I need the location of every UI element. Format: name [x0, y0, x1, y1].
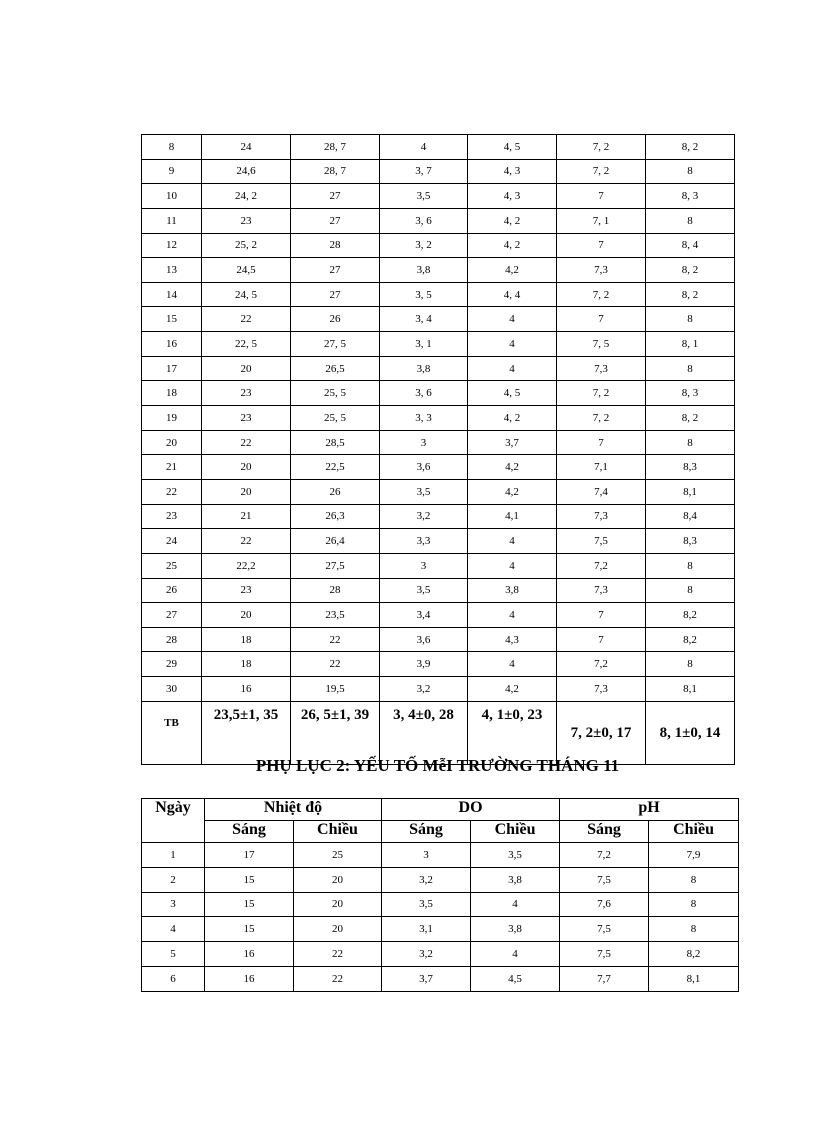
- value-cell: 4: [468, 356, 557, 381]
- value-cell: 4: [471, 942, 560, 967]
- average-label: TB: [142, 701, 202, 764]
- day-cell: 12: [142, 233, 202, 258]
- value-cell: 22: [291, 652, 380, 677]
- table-row: [142, 406, 735, 431]
- value-cell: 7,6: [560, 892, 649, 917]
- value-cell: 7,2: [557, 652, 646, 677]
- value-cell: 8, 2: [646, 282, 735, 307]
- value-cell: 22: [202, 529, 291, 554]
- value-cell: 7, 2: [557, 406, 646, 431]
- day-cell: 10: [142, 184, 202, 209]
- day-cell: 17: [142, 356, 202, 381]
- value-cell: 24, 2: [202, 184, 291, 209]
- value-cell: 4: [468, 307, 557, 332]
- table-row: [142, 233, 735, 258]
- header-do-afternoon: Chiều: [471, 821, 560, 843]
- table-row: [142, 307, 735, 332]
- value-cell: 7: [557, 233, 646, 258]
- average-value: 26, 5±1, 39: [291, 701, 380, 764]
- value-cell: 7,3: [557, 578, 646, 603]
- header-temp-afternoon: Chiều: [294, 821, 382, 843]
- value-cell: 8,3: [646, 529, 735, 554]
- value-cell: 7, 1: [557, 208, 646, 233]
- value-cell: 4,2: [468, 479, 557, 504]
- table-row: [142, 258, 735, 283]
- average-value: 3, 4±0, 28: [380, 701, 468, 764]
- average-value: 7, 2±0, 17: [557, 701, 646, 764]
- value-cell: 3,7: [382, 966, 471, 991]
- header-ph: pH: [560, 799, 739, 821]
- value-cell: 21: [202, 504, 291, 529]
- table-row: [142, 966, 739, 991]
- value-cell: 3,1: [382, 917, 471, 942]
- day-cell: 5: [142, 942, 205, 967]
- value-cell: 20: [202, 479, 291, 504]
- value-cell: 25, 5: [291, 381, 380, 406]
- value-cell: 4,2: [468, 258, 557, 283]
- header-ph-morning: Sáng: [560, 821, 649, 843]
- value-cell: 7, 5: [557, 332, 646, 357]
- value-cell: 20: [202, 603, 291, 628]
- table1-body: [142, 135, 735, 765]
- value-cell: 4, 2: [468, 233, 557, 258]
- value-cell: 4, 2: [468, 406, 557, 431]
- table2-header: [142, 799, 739, 843]
- header-do: DO: [382, 799, 560, 821]
- value-cell: 23: [202, 381, 291, 406]
- value-cell: 8: [646, 356, 735, 381]
- value-cell: 8, 3: [646, 381, 735, 406]
- table-row: [142, 455, 735, 480]
- value-cell: 20: [294, 892, 382, 917]
- table-row: [142, 529, 735, 554]
- value-cell: 24,5: [202, 258, 291, 283]
- value-cell: 18: [202, 627, 291, 652]
- value-cell: 8: [649, 892, 739, 917]
- value-cell: 25, 5: [291, 406, 380, 431]
- value-cell: 3,2: [380, 677, 468, 702]
- day-cell: 13: [142, 258, 202, 283]
- value-cell: 7: [557, 430, 646, 455]
- value-cell: 27, 5: [291, 332, 380, 357]
- value-cell: 4: [380, 135, 468, 160]
- value-cell: 16: [202, 677, 291, 702]
- value-cell: 20: [202, 455, 291, 480]
- value-cell: 20: [202, 356, 291, 381]
- table2-body: [142, 843, 739, 992]
- value-cell: 22,2: [202, 553, 291, 578]
- value-cell: 8,4: [646, 504, 735, 529]
- day-cell: 4: [142, 917, 205, 942]
- value-cell: 3: [380, 430, 468, 455]
- value-cell: 3,9: [380, 652, 468, 677]
- day-cell: 9: [142, 159, 202, 184]
- value-cell: 3, 2: [380, 233, 468, 258]
- day-cell: 28: [142, 627, 202, 652]
- value-cell: 7: [557, 603, 646, 628]
- table-row: [142, 627, 735, 652]
- appendix-2-title: PHỤ LỤC 2: YẾU TỐ MễI TRƯỜNG THÁNG 11: [255, 756, 620, 775]
- table-row: [142, 867, 739, 892]
- value-cell: 4: [468, 529, 557, 554]
- value-cell: 8, 2: [646, 135, 735, 160]
- value-cell: 4, 3: [468, 159, 557, 184]
- table-row: [142, 942, 739, 967]
- value-cell: 8, 2: [646, 406, 735, 431]
- table-row: [142, 603, 735, 628]
- value-cell: 8: [646, 652, 735, 677]
- table-row: [142, 208, 735, 233]
- table2-header-row-2: [142, 821, 739, 843]
- value-cell: 25: [294, 843, 382, 868]
- value-cell: 7, 2: [557, 381, 646, 406]
- day-cell: 2: [142, 867, 205, 892]
- day-cell: 16: [142, 332, 202, 357]
- value-cell: 8: [646, 208, 735, 233]
- header-temp-morning: Sáng: [205, 821, 294, 843]
- average-value: 23,5±1, 35: [202, 701, 291, 764]
- table-row: [142, 332, 735, 357]
- value-cell: 7,1: [557, 455, 646, 480]
- value-cell: 18: [202, 652, 291, 677]
- value-cell: 3, 5: [380, 282, 468, 307]
- value-cell: 8: [649, 917, 739, 942]
- value-cell: 22: [202, 307, 291, 332]
- value-cell: 17: [205, 843, 294, 868]
- value-cell: 4: [471, 892, 560, 917]
- table-row: [142, 578, 735, 603]
- value-cell: 15: [205, 867, 294, 892]
- day-cell: 24: [142, 529, 202, 554]
- value-cell: 3: [382, 843, 471, 868]
- value-cell: 28,5: [291, 430, 380, 455]
- header-ph-afternoon: Chiều: [649, 821, 739, 843]
- value-cell: 3,5: [382, 892, 471, 917]
- value-cell: 22: [202, 430, 291, 455]
- value-cell: 20: [294, 867, 382, 892]
- value-cell: 7,3: [557, 258, 646, 283]
- day-cell: 21: [142, 455, 202, 480]
- value-cell: 24, 5: [202, 282, 291, 307]
- day-cell: 6: [142, 966, 205, 991]
- value-cell: 26,3: [291, 504, 380, 529]
- value-cell: 19,5: [291, 677, 380, 702]
- value-cell: 8,2: [646, 627, 735, 652]
- value-cell: 3,6: [380, 455, 468, 480]
- value-cell: 3, 1: [380, 332, 468, 357]
- value-cell: 3, 6: [380, 208, 468, 233]
- value-cell: 27: [291, 282, 380, 307]
- value-cell: 3,6: [380, 627, 468, 652]
- value-cell: 8: [646, 307, 735, 332]
- value-cell: 15: [205, 917, 294, 942]
- value-cell: 23: [202, 406, 291, 431]
- day-cell: 14: [142, 282, 202, 307]
- value-cell: 4,5: [471, 966, 560, 991]
- value-cell: 8, 3: [646, 184, 735, 209]
- value-cell: 3, 3: [380, 406, 468, 431]
- value-cell: 3,5: [380, 578, 468, 603]
- value-cell: 26: [291, 479, 380, 504]
- value-cell: 4: [468, 652, 557, 677]
- value-cell: 7,5: [560, 867, 649, 892]
- value-cell: 23: [202, 208, 291, 233]
- table-row: [142, 184, 735, 209]
- value-cell: 4: [468, 603, 557, 628]
- value-cell: 16: [205, 942, 294, 967]
- value-cell: 3,8: [468, 578, 557, 603]
- table2-header-row-1: [142, 799, 739, 821]
- table-row: [142, 553, 735, 578]
- table-row: [142, 892, 739, 917]
- value-cell: 3,8: [471, 867, 560, 892]
- value-cell: 24,6: [202, 159, 291, 184]
- value-cell: 4,1: [468, 504, 557, 529]
- value-cell: 4, 3: [468, 184, 557, 209]
- value-cell: 27: [291, 208, 380, 233]
- value-cell: 28, 7: [291, 135, 380, 160]
- day-cell: 27: [142, 603, 202, 628]
- table-row: [142, 159, 735, 184]
- value-cell: 27,5: [291, 553, 380, 578]
- value-cell: 8: [646, 159, 735, 184]
- table-row: [142, 479, 735, 504]
- day-cell: 19: [142, 406, 202, 431]
- value-cell: 3,7: [468, 430, 557, 455]
- table-row: [142, 843, 739, 868]
- value-cell: 3,2: [380, 504, 468, 529]
- value-cell: 22: [294, 966, 382, 991]
- header-do-morning: Sáng: [382, 821, 471, 843]
- value-cell: 3,5: [471, 843, 560, 868]
- value-cell: 7,2: [560, 843, 649, 868]
- value-cell: 16: [205, 966, 294, 991]
- value-cell: 7: [557, 307, 646, 332]
- value-cell: 25, 2: [202, 233, 291, 258]
- day-cell: 25: [142, 553, 202, 578]
- value-cell: 4: [468, 553, 557, 578]
- value-cell: 28: [291, 233, 380, 258]
- value-cell: 7,5: [560, 942, 649, 967]
- day-cell: 20: [142, 430, 202, 455]
- value-cell: 3, 6: [380, 381, 468, 406]
- value-cell: 3,2: [382, 867, 471, 892]
- value-cell: 8,2: [649, 942, 739, 967]
- value-cell: 8, 2: [646, 258, 735, 283]
- day-cell: 15: [142, 307, 202, 332]
- table-row: [142, 356, 735, 381]
- value-cell: 3,5: [380, 184, 468, 209]
- value-cell: 28: [291, 578, 380, 603]
- value-cell: 8, 4: [646, 233, 735, 258]
- environment-table-november: [141, 798, 739, 992]
- value-cell: 22: [291, 627, 380, 652]
- value-cell: 28, 7: [291, 159, 380, 184]
- day-cell: 22: [142, 479, 202, 504]
- value-cell: 7,5: [560, 917, 649, 942]
- value-cell: 7,3: [557, 504, 646, 529]
- value-cell: 3, 4: [380, 307, 468, 332]
- table-row: [142, 677, 735, 702]
- value-cell: 22: [294, 942, 382, 967]
- day-cell: 11: [142, 208, 202, 233]
- value-cell: 8: [646, 430, 735, 455]
- day-cell: 1: [142, 843, 205, 868]
- header-temperature: Nhiệt độ: [205, 799, 382, 821]
- value-cell: 3,3: [380, 529, 468, 554]
- value-cell: 3,2: [382, 942, 471, 967]
- value-cell: 4: [468, 332, 557, 357]
- value-cell: 8,1: [646, 479, 735, 504]
- table-row: [142, 135, 735, 160]
- value-cell: 4,3: [468, 627, 557, 652]
- value-cell: 7,9: [649, 843, 739, 868]
- value-cell: 8: [646, 578, 735, 603]
- value-cell: 26,5: [291, 356, 380, 381]
- value-cell: 7,3: [557, 356, 646, 381]
- table-row: [142, 917, 739, 942]
- value-cell: 4, 4: [468, 282, 557, 307]
- value-cell: 3: [380, 553, 468, 578]
- table-row: [142, 282, 735, 307]
- average-value: 8, 1±0, 14: [646, 701, 735, 764]
- value-cell: 4, 5: [468, 135, 557, 160]
- value-cell: 8,1: [649, 966, 739, 991]
- value-cell: 8: [646, 553, 735, 578]
- value-cell: 8, 1: [646, 332, 735, 357]
- day-cell: 23: [142, 504, 202, 529]
- value-cell: 27: [291, 258, 380, 283]
- day-cell: 30: [142, 677, 202, 702]
- value-cell: 3, 7: [380, 159, 468, 184]
- table-row: [142, 652, 735, 677]
- table-row: [142, 430, 735, 455]
- value-cell: 7,3: [557, 677, 646, 702]
- value-cell: 22,5: [291, 455, 380, 480]
- value-cell: 8: [649, 867, 739, 892]
- value-cell: 7, 2: [557, 282, 646, 307]
- average-row: [142, 701, 735, 764]
- value-cell: 23,5: [291, 603, 380, 628]
- value-cell: 7,2: [557, 553, 646, 578]
- value-cell: 20: [294, 917, 382, 942]
- table-row: [142, 504, 735, 529]
- value-cell: 3,5: [380, 479, 468, 504]
- value-cell: 4,2: [468, 677, 557, 702]
- value-cell: 8,3: [646, 455, 735, 480]
- value-cell: 3,8: [380, 258, 468, 283]
- value-cell: 22, 5: [202, 332, 291, 357]
- value-cell: 23: [202, 578, 291, 603]
- day-cell: 26: [142, 578, 202, 603]
- value-cell: 7, 2: [557, 135, 646, 160]
- value-cell: 7,5: [557, 529, 646, 554]
- value-cell: 26,4: [291, 529, 380, 554]
- day-cell: 18: [142, 381, 202, 406]
- value-cell: 26: [291, 307, 380, 332]
- header-day: Ngày: [142, 799, 205, 843]
- value-cell: 27: [291, 184, 380, 209]
- value-cell: 3,4: [380, 603, 468, 628]
- day-cell: 29: [142, 652, 202, 677]
- value-cell: 3,8: [380, 356, 468, 381]
- day-cell: 8: [142, 135, 202, 160]
- value-cell: 4, 5: [468, 381, 557, 406]
- value-cell: 7,7: [560, 966, 649, 991]
- value-cell: 8,2: [646, 603, 735, 628]
- value-cell: 7,4: [557, 479, 646, 504]
- table-row: [142, 381, 735, 406]
- environment-table-october: [141, 134, 735, 765]
- value-cell: 7, 2: [557, 159, 646, 184]
- value-cell: 24: [202, 135, 291, 160]
- average-value: 4, 1±0, 23: [468, 701, 557, 764]
- value-cell: 7: [557, 627, 646, 652]
- value-cell: 8,1: [646, 677, 735, 702]
- value-cell: 4, 2: [468, 208, 557, 233]
- day-cell: 3: [142, 892, 205, 917]
- value-cell: 15: [205, 892, 294, 917]
- value-cell: 3,8: [471, 917, 560, 942]
- value-cell: 7: [557, 184, 646, 209]
- value-cell: 4,2: [468, 455, 557, 480]
